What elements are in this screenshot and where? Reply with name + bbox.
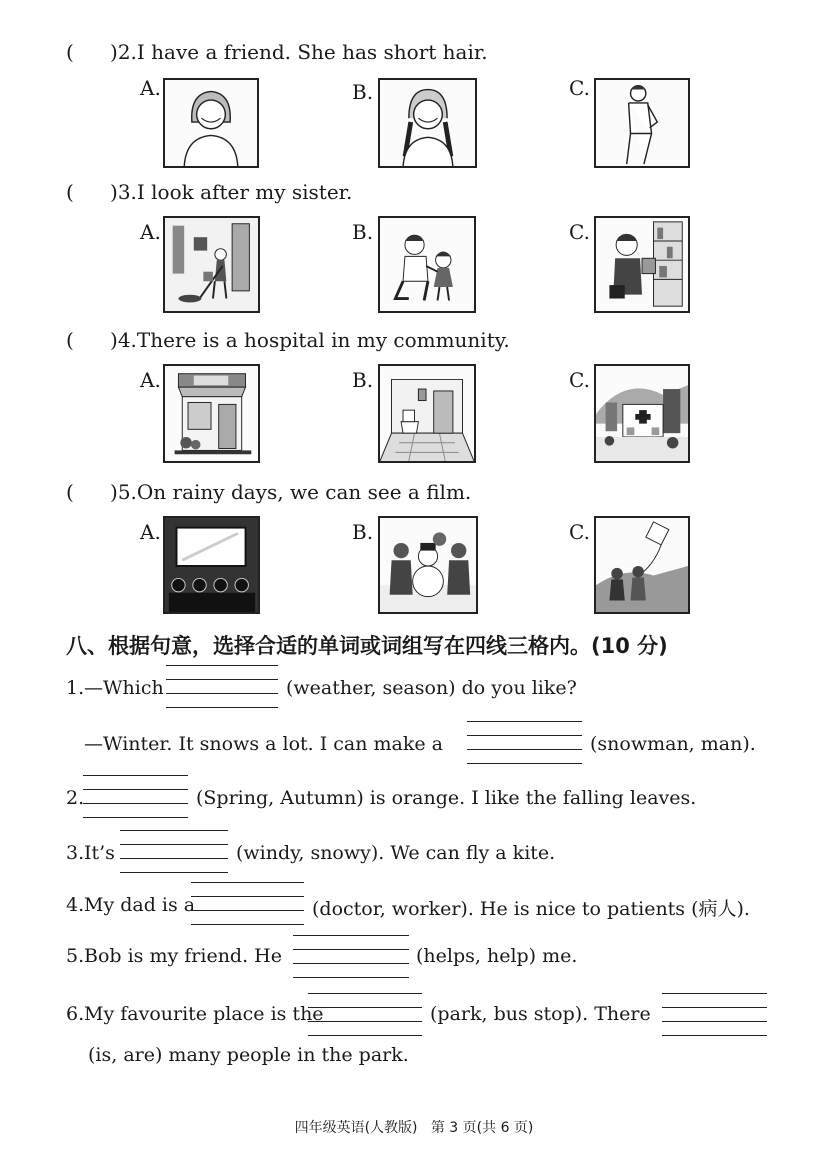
sentence-start: Bob is my friend. He (84, 945, 282, 967)
item-number: 1. (66, 677, 85, 699)
word-choices: (helps, help) me. (416, 945, 578, 967)
option-c-label: C. (569, 520, 590, 544)
item-number: 5. (66, 945, 85, 967)
boy-sweeping-icon[interactable] (163, 216, 260, 313)
sentence-start: My favourite place is the (84, 1003, 324, 1025)
option-a-label: A. (140, 76, 161, 100)
four-line-writing-box[interactable] (308, 993, 422, 1035)
option-b-label: B. (352, 520, 374, 544)
question-3: ( )3.I look after my sister. (66, 180, 353, 204)
question-text: I look after my sister. (136, 180, 353, 204)
four-line-writing-box[interactable] (191, 882, 304, 924)
question-5: ( )5.On rainy days, we can see a film. (66, 480, 472, 504)
four-line-writing-box[interactable] (467, 721, 582, 763)
sentence-start: —Which (84, 677, 164, 699)
word-choices: (weather, season) do you like? (286, 677, 577, 699)
boy-at-shelf-icon[interactable] (594, 216, 690, 313)
answer-bracket[interactable]: ( (66, 40, 74, 64)
question-4: ( )4.There is a hospital in my community. (66, 328, 510, 352)
question-text: There is a hospital in my community. (136, 328, 510, 352)
option-b-label: B. (352, 220, 374, 244)
option-a-label: A. (140, 220, 161, 244)
sentence-start: —Winter. It snows a lot. I can make a (84, 733, 443, 755)
man-standing-icon[interactable] (594, 78, 690, 168)
option-c-label: C. (569, 76, 590, 100)
item-number: 2. (66, 787, 85, 809)
word-choices: (Spring, Autumn) is orange. I like the falling leaves. (196, 787, 697, 809)
four-line-writing-box[interactable] (662, 993, 767, 1035)
four-line-writing-box[interactable] (293, 935, 409, 977)
answer-bracket[interactable]: ( (66, 480, 74, 504)
word-choices: (snowman, man). (590, 733, 756, 755)
option-b-label: B. (352, 80, 374, 104)
hospital-building-icon[interactable] (594, 364, 690, 463)
item-number: 4. (66, 894, 85, 916)
answer-bracket[interactable]: ( (66, 328, 74, 352)
sentence-start: My dad is a (84, 894, 196, 916)
sentence-start: It’s (84, 842, 115, 864)
question-text: On rainy days, we can see a film. (136, 480, 472, 504)
boy-with-little-sister-icon[interactable] (378, 216, 476, 313)
word-choices: (park, bus stop). There (430, 1003, 651, 1025)
question-text: I have a friend. She has short hair. (136, 40, 488, 64)
word-choices: (is, are) many people in the park. (88, 1044, 409, 1066)
option-c-label: C. (569, 220, 590, 244)
question-2: ( )2.I have a friend. She has short hair. (66, 40, 488, 64)
page-footer: 四年级英语(人教版) 第 3 页(共 6 页) (294, 1120, 534, 1136)
bathroom-room-icon[interactable] (378, 364, 476, 463)
item-number: 3. (66, 842, 85, 864)
section-title: 八、根据句意，选择合适的单词或词组写在四线三格内。(10 分) (66, 634, 668, 658)
option-a-label: A. (140, 368, 161, 392)
girl-braids-icon[interactable] (378, 78, 477, 168)
cinema-audience-icon[interactable] (163, 516, 260, 614)
word-choices: (windy, snowy). We can fly a kite. (236, 842, 556, 864)
word-choices: (doctor, worker). He is nice to patients (病人). (312, 898, 750, 920)
four-line-writing-box[interactable] (120, 830, 228, 872)
woman-short-hair-icon[interactable] (163, 78, 259, 168)
answer-bracket[interactable]: ( (66, 180, 74, 204)
option-c-label: C. (569, 368, 590, 392)
kids-flying-kite-icon[interactable] (594, 516, 690, 614)
kids-snowman-icon[interactable] (378, 516, 478, 614)
four-line-writing-box[interactable] (166, 665, 278, 707)
four-line-writing-box[interactable] (83, 775, 188, 817)
shop-building-icon[interactable] (163, 364, 260, 463)
item-number: 6. (66, 1003, 85, 1025)
option-a-label: A. (140, 520, 161, 544)
option-b-label: B. (352, 368, 374, 392)
